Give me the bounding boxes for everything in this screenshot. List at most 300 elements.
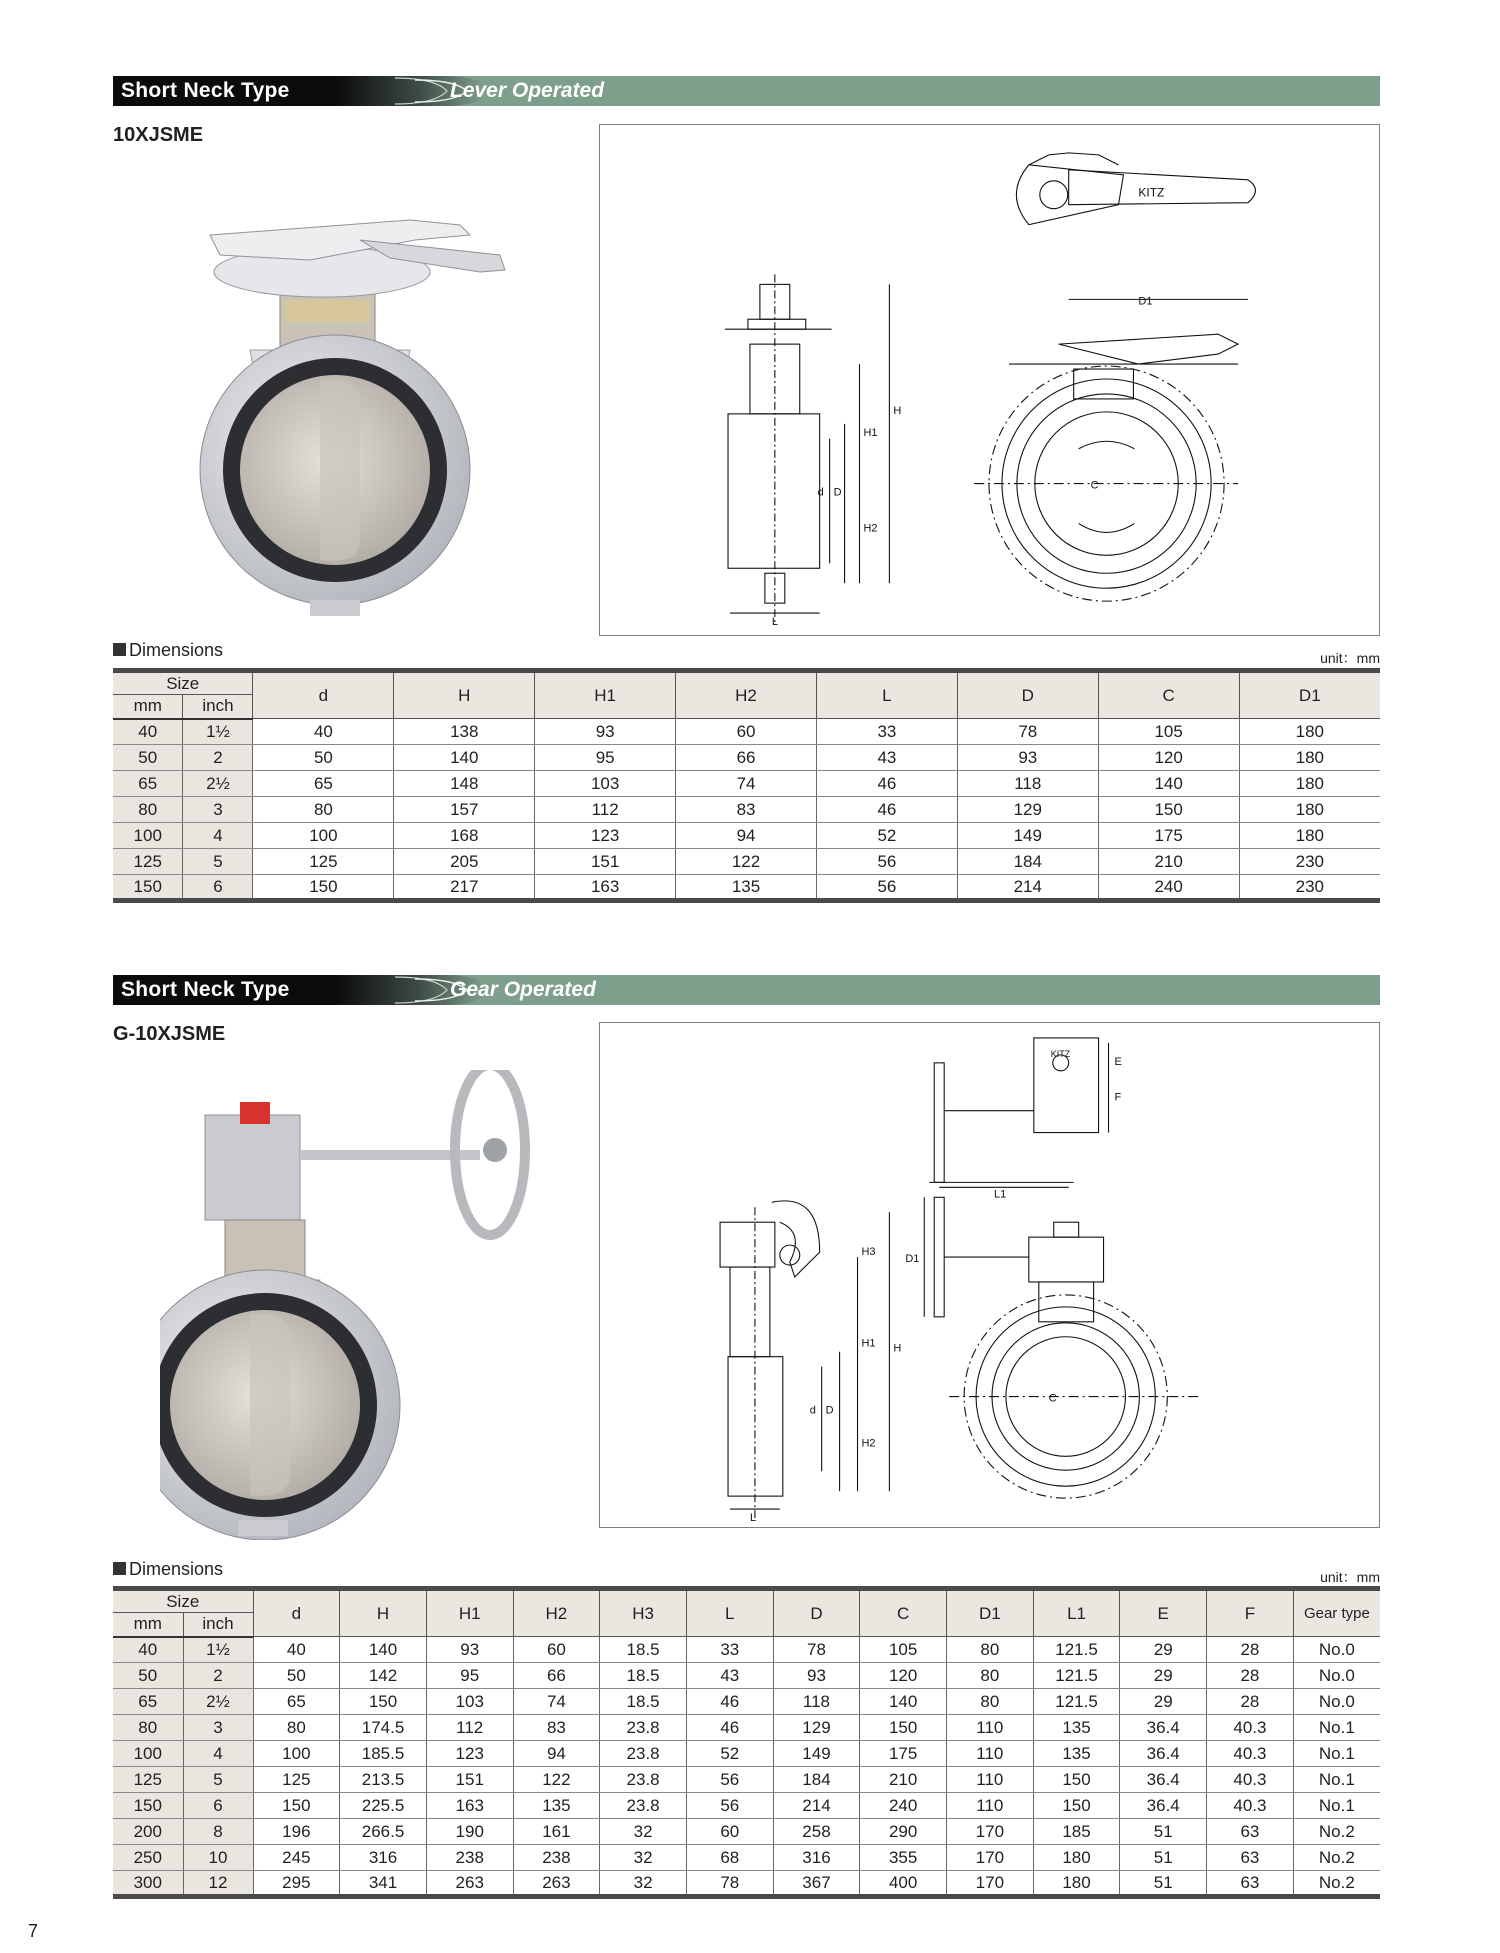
table-cell: 63 xyxy=(1207,1871,1294,1897)
table-cell: 50 xyxy=(113,1663,183,1689)
table-cell: 125 xyxy=(253,1767,340,1793)
col-header: H1 xyxy=(426,1589,513,1637)
table-cell: 230 xyxy=(1239,875,1380,901)
col-header: d xyxy=(253,671,394,719)
gear-technical-drawing xyxy=(599,1022,1380,1528)
col-header: H xyxy=(394,671,535,719)
table-cell: 63 xyxy=(1207,1819,1294,1845)
table-cell: 23.8 xyxy=(600,1767,687,1793)
col-header: H xyxy=(340,1589,427,1637)
table-cell: 23.8 xyxy=(600,1715,687,1741)
table-cell: 100 xyxy=(113,823,183,849)
table-cell: 138 xyxy=(394,719,535,745)
table-cell: 290 xyxy=(860,1819,947,1845)
table-cell: 245 xyxy=(253,1845,340,1871)
table-cell: 258 xyxy=(773,1819,860,1845)
gear-valve-photo xyxy=(160,1070,580,1540)
col-header: D1 xyxy=(947,1589,1034,1637)
table-cell: 29 xyxy=(1120,1637,1207,1663)
table-cell: 316 xyxy=(340,1845,427,1871)
table-cell: 140 xyxy=(1098,771,1239,797)
table-cell: 50 xyxy=(113,745,183,771)
col-header: D xyxy=(957,671,1098,719)
table-cell: 263 xyxy=(513,1871,600,1897)
table-cell: 65 xyxy=(113,771,183,797)
table-cell: 180 xyxy=(1033,1845,1120,1871)
table-cell: 150 xyxy=(1033,1767,1120,1793)
table-cell: 148 xyxy=(394,771,535,797)
table-cell: 6 xyxy=(183,1793,253,1819)
lever-dimensions-title: Dimensions xyxy=(129,640,224,660)
table-cell: 2½ xyxy=(183,1689,253,1715)
table-cell: 150 xyxy=(253,875,394,901)
table-cell: 121.5 xyxy=(1033,1663,1120,1689)
table-cell: 63 xyxy=(1207,1845,1294,1871)
table-cell: 184 xyxy=(957,849,1098,875)
col-header: H1 xyxy=(535,671,676,719)
table-cell: 43 xyxy=(686,1663,773,1689)
table-row xyxy=(113,797,1380,823)
table-cell: 103 xyxy=(535,771,676,797)
col-header: E xyxy=(1120,1589,1207,1637)
table-cell: 125 xyxy=(113,1767,183,1793)
table-cell: 295 xyxy=(253,1871,340,1897)
table-cell: 23.8 xyxy=(600,1793,687,1819)
table-cell: 175 xyxy=(1098,823,1239,849)
table-cell: 60 xyxy=(686,1819,773,1845)
table-cell: 316 xyxy=(773,1845,860,1871)
table-cell: 36.4 xyxy=(1120,1741,1207,1767)
table-cell: 105 xyxy=(860,1637,947,1663)
table-cell: 150 xyxy=(860,1715,947,1741)
col-header: d xyxy=(253,1589,340,1637)
table-cell: 6 xyxy=(183,875,253,901)
table-cell: 190 xyxy=(426,1819,513,1845)
table-cell: 52 xyxy=(686,1741,773,1767)
table-cell: 196 xyxy=(253,1819,340,1845)
table-row xyxy=(113,1871,1380,1897)
table-cell: 28 xyxy=(1207,1689,1294,1715)
table-cell: 80 xyxy=(253,1715,340,1741)
dim-D-label: D xyxy=(833,486,842,499)
table-cell: 142 xyxy=(340,1663,427,1689)
table-cell: 93 xyxy=(535,719,676,745)
table-row xyxy=(113,1637,1380,1663)
table-cell: 80 xyxy=(947,1689,1034,1715)
inch-header: inch xyxy=(183,695,253,719)
gear-section-header xyxy=(113,975,1380,1005)
dim-C-label: C xyxy=(1090,479,1099,492)
table-cell: 185.5 xyxy=(340,1741,427,1767)
col-header: H2 xyxy=(676,671,817,719)
table-cell: 68 xyxy=(686,1845,773,1871)
table-cell: 121.5 xyxy=(1033,1689,1120,1715)
table-cell: 123 xyxy=(426,1741,513,1767)
dim-F-label: F xyxy=(1114,1091,1122,1104)
table-cell: 40.3 xyxy=(1207,1793,1294,1819)
table-cell: 129 xyxy=(773,1715,860,1741)
table-cell: 83 xyxy=(513,1715,600,1741)
table-cell: 32 xyxy=(600,1819,687,1845)
table-row xyxy=(113,823,1380,849)
table-cell: 51 xyxy=(1120,1871,1207,1897)
table-cell: 80 xyxy=(947,1637,1034,1663)
table-cell: 56 xyxy=(816,875,957,901)
table-cell: No.1 xyxy=(1293,1741,1380,1767)
table-cell: 250 xyxy=(113,1845,183,1871)
table-cell: 263 xyxy=(426,1871,513,1897)
lever-dimensions-table xyxy=(113,668,1380,903)
table-cell: 123 xyxy=(535,823,676,849)
table-cell: 135 xyxy=(1033,1741,1120,1767)
table-cell: 65 xyxy=(253,771,394,797)
table-cell: 140 xyxy=(340,1637,427,1663)
table-cell: 4 xyxy=(183,823,253,849)
col-header: C xyxy=(1098,671,1239,719)
table-cell: 129 xyxy=(957,797,1098,823)
table-cell: 180 xyxy=(1239,771,1380,797)
table-cell: 135 xyxy=(513,1793,600,1819)
table-row xyxy=(113,875,1380,901)
col-header: C xyxy=(860,1589,947,1637)
table-cell: 50 xyxy=(253,1663,340,1689)
table-cell: 149 xyxy=(957,823,1098,849)
dim-L1-label: L1 xyxy=(993,1188,1007,1201)
table-cell: 400 xyxy=(860,1871,947,1897)
table-cell: 135 xyxy=(1033,1715,1120,1741)
table-cell: 46 xyxy=(816,797,957,823)
table-cell: 29 xyxy=(1120,1689,1207,1715)
dim-D1-label: D1 xyxy=(905,1253,920,1266)
table-cell: 36.4 xyxy=(1120,1767,1207,1793)
table-cell: 80 xyxy=(253,797,394,823)
table-cell: 210 xyxy=(1098,849,1239,875)
mm-header: mm xyxy=(113,695,183,719)
table-cell: 161 xyxy=(513,1819,600,1845)
table-cell: 210 xyxy=(860,1767,947,1793)
dim-D-label: D xyxy=(825,1404,834,1417)
table-cell: 214 xyxy=(773,1793,860,1819)
table-cell: 125 xyxy=(253,849,394,875)
table-cell: 33 xyxy=(816,719,957,745)
table-cell: 23.8 xyxy=(600,1741,687,1767)
table-cell: 151 xyxy=(535,849,676,875)
table-cell: No.0 xyxy=(1293,1689,1380,1715)
table-cell: 18.5 xyxy=(600,1663,687,1689)
table-cell: 36.4 xyxy=(1120,1715,1207,1741)
table-cell: 80 xyxy=(947,1663,1034,1689)
col-header: D1 xyxy=(1239,671,1380,719)
table-cell: 112 xyxy=(426,1715,513,1741)
gear-model-code: G-10XJSME xyxy=(113,1023,226,1045)
table-cell: 46 xyxy=(816,771,957,797)
table-cell: 32 xyxy=(600,1871,687,1897)
table-cell: 118 xyxy=(773,1689,860,1715)
table-cell: 93 xyxy=(773,1663,860,1689)
table-cell: 135 xyxy=(676,875,817,901)
table-cell: 238 xyxy=(513,1845,600,1871)
dim-H-label: H xyxy=(893,404,902,417)
table-cell: 180 xyxy=(1239,797,1380,823)
table-cell: No.2 xyxy=(1293,1871,1380,1897)
table-cell: 230 xyxy=(1239,849,1380,875)
table-cell: 110 xyxy=(947,1715,1034,1741)
table-cell: 28 xyxy=(1207,1663,1294,1689)
table-cell: 40 xyxy=(253,719,394,745)
table-cell: 100 xyxy=(113,1741,183,1767)
table-cell: 12 xyxy=(183,1871,253,1897)
table-row xyxy=(113,1767,1380,1793)
table-cell: 205 xyxy=(394,849,535,875)
table-cell: 93 xyxy=(957,745,1098,771)
table-cell: 60 xyxy=(676,719,817,745)
table-cell: 65 xyxy=(113,1689,183,1715)
table-cell: 65 xyxy=(253,1689,340,1715)
table-cell: 40.3 xyxy=(1207,1767,1294,1793)
table-cell: 46 xyxy=(686,1715,773,1741)
table-cell: 185 xyxy=(1033,1819,1120,1845)
table-cell: 56 xyxy=(686,1793,773,1819)
col-header: L xyxy=(816,671,957,719)
table-cell: 100 xyxy=(253,823,394,849)
table-cell: 74 xyxy=(676,771,817,797)
table-cell: 200 xyxy=(113,1819,183,1845)
table-cell: 95 xyxy=(426,1663,513,1689)
table-cell: No.1 xyxy=(1293,1715,1380,1741)
table-cell: 120 xyxy=(1098,745,1239,771)
table-cell: 80 xyxy=(113,1715,183,1741)
table-row xyxy=(113,1689,1380,1715)
table-row xyxy=(113,745,1380,771)
table-cell: 56 xyxy=(686,1767,773,1793)
table-cell: 60 xyxy=(513,1637,600,1663)
table-cell: 170 xyxy=(947,1871,1034,1897)
size-header: Size xyxy=(113,671,253,695)
table-cell: 40 xyxy=(113,719,183,745)
table-cell: 170 xyxy=(947,1819,1034,1845)
table-cell: 40.3 xyxy=(1207,1741,1294,1767)
table-cell: 95 xyxy=(535,745,676,771)
table-cell: 105 xyxy=(1098,719,1239,745)
dim-H-label: H xyxy=(893,1342,902,1355)
table-cell: 150 xyxy=(113,1793,183,1819)
inch-header: inch xyxy=(183,1613,253,1637)
table-cell: 93 xyxy=(426,1637,513,1663)
dim-L-label: L xyxy=(771,616,778,629)
table-row xyxy=(113,719,1380,745)
table-row xyxy=(113,1845,1380,1871)
table-cell: 300 xyxy=(113,1871,183,1897)
table-cell: 100 xyxy=(253,1741,340,1767)
table-cell: 110 xyxy=(947,1793,1034,1819)
table-cell: No.2 xyxy=(1293,1819,1380,1845)
table-cell: 66 xyxy=(676,745,817,771)
lever-unit-label: unit：mm xyxy=(1320,650,1380,666)
table-cell: 36.4 xyxy=(1120,1793,1207,1819)
table-cell: 217 xyxy=(394,875,535,901)
table-cell: 214 xyxy=(957,875,1098,901)
table-cell: 46 xyxy=(686,1689,773,1715)
lever-technical-drawing xyxy=(599,124,1380,636)
dim-D1-label: D1 xyxy=(1138,295,1153,308)
table-cell: 29 xyxy=(1120,1663,1207,1689)
table-cell: 2 xyxy=(183,745,253,771)
table-cell: 122 xyxy=(513,1767,600,1793)
table-cell: 3 xyxy=(183,797,253,823)
table-cell: 180 xyxy=(1239,823,1380,849)
table-cell: 103 xyxy=(426,1689,513,1715)
table-cell: No.0 xyxy=(1293,1637,1380,1663)
lever-dimensions-label xyxy=(113,640,223,661)
table-cell: 94 xyxy=(676,823,817,849)
table-cell: 140 xyxy=(860,1689,947,1715)
size-header: Size xyxy=(113,1589,253,1613)
table-cell: 180 xyxy=(1239,745,1380,771)
table-cell: 40.3 xyxy=(1207,1715,1294,1741)
header-operation-label: Lever Operated xyxy=(450,79,605,102)
table-cell: 157 xyxy=(394,797,535,823)
dim-H2-label: H2 xyxy=(863,522,878,535)
table-cell: No.1 xyxy=(1293,1767,1380,1793)
mm-header: mm xyxy=(113,1613,183,1637)
header-type-label: Short Neck Type xyxy=(113,975,335,1005)
table-cell: 184 xyxy=(773,1767,860,1793)
table-cell: 266.5 xyxy=(340,1819,427,1845)
lever-model-code: 10XJSME xyxy=(113,124,204,146)
table-cell: 8 xyxy=(183,1819,253,1845)
table-cell: 213.5 xyxy=(340,1767,427,1793)
table-cell: 150 xyxy=(1033,1793,1120,1819)
table-cell: 40 xyxy=(253,1637,340,1663)
table-cell: 2 xyxy=(183,1663,253,1689)
table-cell: 5 xyxy=(183,1767,253,1793)
table-cell: 18.5 xyxy=(600,1637,687,1663)
table-cell: 94 xyxy=(513,1741,600,1767)
table-cell: 51 xyxy=(1120,1819,1207,1845)
table-cell: 240 xyxy=(1098,875,1239,901)
table-cell: 341 xyxy=(340,1871,427,1897)
table-cell: 180 xyxy=(1033,1871,1120,1897)
table-cell: 180 xyxy=(1239,719,1380,745)
table-row xyxy=(113,849,1380,875)
table-cell: 74 xyxy=(513,1689,600,1715)
dim-C-label: C xyxy=(1048,1392,1057,1405)
table-cell: 355 xyxy=(860,1845,947,1871)
table-cell: 33 xyxy=(686,1637,773,1663)
table-row xyxy=(113,1663,1380,1689)
table-cell: 4 xyxy=(183,1741,253,1767)
table-cell: 150 xyxy=(340,1689,427,1715)
table-cell: 168 xyxy=(394,823,535,849)
page-number: 7 xyxy=(28,1921,39,1941)
table-cell: No.1 xyxy=(1293,1793,1380,1819)
table-cell: 56 xyxy=(816,849,957,875)
table-cell: 120 xyxy=(860,1663,947,1689)
col-header: L1 xyxy=(1033,1589,1120,1637)
table-row xyxy=(113,1741,1380,1767)
table-cell: 121.5 xyxy=(1033,1637,1120,1663)
gear-dimensions-title: Dimensions xyxy=(129,1559,224,1579)
table-cell: 118 xyxy=(957,771,1098,797)
table-cell: 125 xyxy=(113,849,183,875)
table-cell: 40 xyxy=(113,1637,183,1663)
table-cell: 3 xyxy=(183,1715,253,1741)
table-cell: 149 xyxy=(773,1741,860,1767)
table-cell: 112 xyxy=(535,797,676,823)
table-cell: 163 xyxy=(535,875,676,901)
dim-H3-label: H3 xyxy=(861,1246,876,1259)
table-cell: 28 xyxy=(1207,1637,1294,1663)
dim-d-label: d xyxy=(809,1404,816,1417)
gearbox-nameplate-label: KITZ xyxy=(1050,1048,1071,1059)
table-row xyxy=(113,1715,1380,1741)
table-cell: 150 xyxy=(1098,797,1239,823)
table-cell: 32 xyxy=(600,1845,687,1871)
dim-E-label: E xyxy=(1114,1055,1122,1068)
gear-unit-label: unit：mm xyxy=(1320,1569,1380,1585)
table-cell: 110 xyxy=(947,1741,1034,1767)
table-cell: 1½ xyxy=(183,719,253,745)
lever-valve-photo xyxy=(160,200,580,620)
col-header: L xyxy=(686,1589,773,1637)
header-operation-label: Gear Operated xyxy=(450,978,596,1001)
table-cell: No.0 xyxy=(1293,1663,1380,1689)
table-cell: 51 xyxy=(1120,1845,1207,1871)
table-cell: 151 xyxy=(426,1767,513,1793)
table-cell: 66 xyxy=(513,1663,600,1689)
table-row xyxy=(113,771,1380,797)
table-cell: 163 xyxy=(426,1793,513,1819)
table-cell: 110 xyxy=(947,1767,1034,1793)
table-cell: 43 xyxy=(816,745,957,771)
table-cell: 83 xyxy=(676,797,817,823)
dim-H1-label: H1 xyxy=(863,426,878,439)
col-header: D xyxy=(773,1589,860,1637)
table-cell: No.2 xyxy=(1293,1845,1380,1871)
gear-dimensions-label xyxy=(113,1559,223,1580)
dim-H2-label: H2 xyxy=(861,1437,876,1450)
table-cell: 18.5 xyxy=(600,1689,687,1715)
table-cell: 80 xyxy=(113,797,183,823)
table-cell: 78 xyxy=(957,719,1098,745)
table-cell: 140 xyxy=(394,745,535,771)
col-header: H2 xyxy=(513,1589,600,1637)
table-row xyxy=(113,1793,1380,1819)
table-cell: 50 xyxy=(253,745,394,771)
lever-section-header xyxy=(113,76,1380,106)
dim-H1-label: H1 xyxy=(861,1337,876,1350)
table-cell: 78 xyxy=(773,1637,860,1663)
table-cell: 240 xyxy=(860,1793,947,1819)
gear-dimensions-table xyxy=(113,1586,1380,1899)
table-cell: 5 xyxy=(183,849,253,875)
col-header: F xyxy=(1207,1589,1294,1637)
table-cell: 122 xyxy=(676,849,817,875)
drawing-brand-label: KITZ xyxy=(1138,185,1165,200)
table-cell: 225.5 xyxy=(340,1793,427,1819)
table-cell: 175 xyxy=(860,1741,947,1767)
header-type-label: Short Neck Type xyxy=(113,76,335,106)
table-row xyxy=(113,1819,1380,1845)
col-header: H3 xyxy=(600,1589,687,1637)
dim-L-label: L xyxy=(749,1512,757,1525)
table-cell: 10 xyxy=(183,1845,253,1871)
table-cell: 367 xyxy=(773,1871,860,1897)
table-cell: 1½ xyxy=(183,1637,253,1663)
table-cell: 170 xyxy=(947,1845,1034,1871)
dim-d-label: d xyxy=(817,486,824,499)
table-cell: 2½ xyxy=(183,771,253,797)
